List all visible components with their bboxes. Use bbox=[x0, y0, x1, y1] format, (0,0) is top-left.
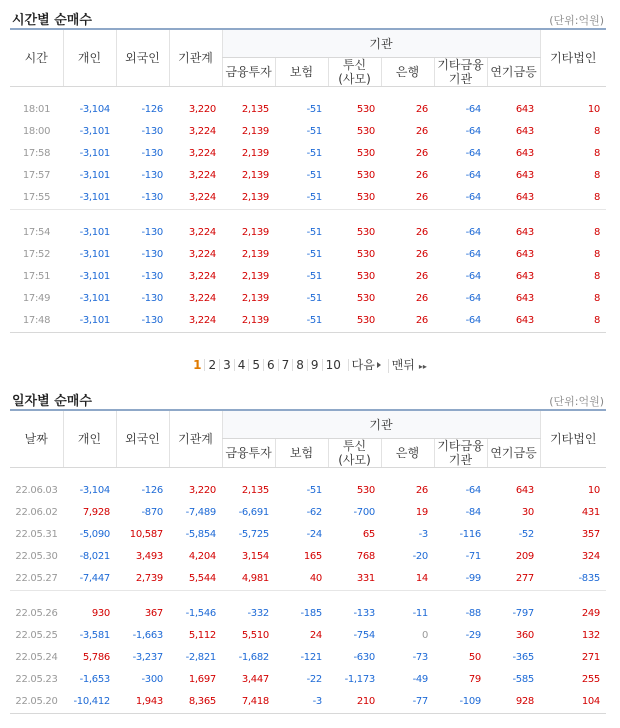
date-cell: 22.05.25 bbox=[15, 630, 58, 641]
page-link-2[interactable]: 2 bbox=[204, 359, 219, 371]
value-cell: -1,546 bbox=[185, 608, 216, 619]
table-row bbox=[10, 647, 606, 669]
value-cell: -3,104 bbox=[79, 485, 110, 496]
hourly-net-buy-table bbox=[10, 28, 606, 333]
value-cell: -130 bbox=[141, 271, 163, 282]
value-cell: -51 bbox=[306, 249, 322, 260]
value-cell: 3,154 bbox=[241, 551, 269, 562]
value-cell: -51 bbox=[306, 192, 322, 203]
value-cell: -130 bbox=[141, 126, 163, 137]
col-header-financial-investment: 금융투자 bbox=[222, 58, 275, 87]
value-cell: -64 bbox=[465, 227, 481, 238]
col-header-other-corp: 기타법인 bbox=[540, 29, 606, 87]
value-cell: -51 bbox=[275, 310, 328, 333]
value-cell: -133 bbox=[353, 608, 375, 619]
value-cell: -64 bbox=[434, 310, 487, 333]
value-cell: 104 bbox=[540, 691, 606, 714]
table-row bbox=[10, 625, 606, 647]
value-cell: 30 bbox=[521, 507, 534, 518]
time-cell: 17:58 bbox=[22, 148, 51, 159]
value-cell: 357 bbox=[581, 529, 600, 540]
col-header-foreign: 외국인 bbox=[116, 29, 169, 87]
value-cell: 643 bbox=[515, 485, 534, 496]
value-cell: 40 bbox=[309, 573, 322, 584]
value-cell: -126 bbox=[141, 485, 163, 496]
value-cell: 3,224 bbox=[169, 310, 222, 333]
value-cell: -365 bbox=[512, 652, 534, 663]
value-cell: 643 bbox=[515, 126, 534, 137]
table-row bbox=[10, 480, 606, 502]
value-cell: -130 bbox=[141, 293, 163, 304]
col-group-institution: 기관 bbox=[222, 29, 540, 58]
table-row bbox=[10, 310, 606, 333]
value-cell: -870 bbox=[141, 507, 163, 518]
value-cell: 7,928 bbox=[82, 507, 110, 518]
value-cell: -5,725 bbox=[238, 529, 269, 540]
table-row bbox=[10, 143, 606, 165]
table-row bbox=[10, 568, 606, 591]
value-cell: 8 bbox=[593, 170, 600, 181]
value-cell: 0 bbox=[421, 630, 428, 641]
value-cell: -64 bbox=[465, 126, 481, 137]
col-header-bank: 은행 bbox=[381, 439, 434, 468]
value-cell: -64 bbox=[465, 148, 481, 159]
time-cell: 18:01 bbox=[22, 104, 51, 115]
value-cell: 26 bbox=[415, 192, 428, 203]
value-cell: -51 bbox=[306, 104, 322, 115]
value-cell: 8,365 bbox=[169, 691, 222, 714]
value-cell: 530 bbox=[328, 310, 381, 333]
table-row bbox=[10, 121, 606, 143]
value-cell: 2,135 bbox=[241, 485, 269, 496]
value-cell: -126 bbox=[141, 104, 163, 115]
row-spacer-cell bbox=[10, 591, 606, 604]
value-cell: -51 bbox=[306, 126, 322, 137]
value-cell: 19 bbox=[415, 507, 428, 518]
value-cell: -99 bbox=[465, 573, 481, 584]
value-cell: 643 bbox=[515, 249, 534, 260]
value-cell: -3,581 bbox=[79, 630, 110, 641]
value-cell: -185 bbox=[300, 608, 322, 619]
value-cell: -130 bbox=[141, 170, 163, 181]
value-cell: 530 bbox=[356, 170, 375, 181]
value-cell: -3,101 bbox=[79, 126, 110, 137]
date-cell: 22.05.26 bbox=[15, 608, 58, 619]
table-row bbox=[10, 288, 606, 310]
value-cell: -64 bbox=[465, 271, 481, 282]
value-cell: -130 bbox=[141, 249, 163, 260]
value-cell: 26 bbox=[415, 485, 428, 496]
value-cell: -10,412 bbox=[63, 691, 116, 714]
time-cell: 17:49 bbox=[22, 293, 51, 304]
value-cell: -7,489 bbox=[185, 507, 216, 518]
table-row bbox=[10, 99, 606, 121]
value-cell: 3,224 bbox=[188, 293, 216, 304]
value-cell: -1,653 bbox=[79, 674, 110, 685]
table-row bbox=[10, 187, 606, 210]
value-cell: 277 bbox=[515, 573, 534, 584]
value-cell: 643 bbox=[515, 170, 534, 181]
value-cell: -8,021 bbox=[79, 551, 110, 562]
row-spacer-cell bbox=[10, 210, 606, 223]
value-cell: -3,101 bbox=[79, 148, 110, 159]
value-cell: 26 bbox=[415, 249, 428, 260]
value-cell: 132 bbox=[581, 630, 600, 641]
value-cell: 643 bbox=[515, 104, 534, 115]
value-cell: -1,173 bbox=[344, 674, 375, 685]
table-row bbox=[10, 244, 606, 266]
value-cell: -585 bbox=[512, 674, 534, 685]
value-cell: -300 bbox=[141, 674, 163, 685]
value-cell: 1,943 bbox=[116, 691, 169, 714]
value-cell: -797 bbox=[512, 608, 534, 619]
col-header-financial-investment: 금융투자 bbox=[222, 439, 275, 468]
pagination-next[interactable] bbox=[348, 359, 384, 371]
value-cell: -51 bbox=[306, 293, 322, 304]
page-link-1[interactable]: 1 bbox=[193, 358, 202, 372]
col-group-institution: 기관 bbox=[222, 410, 540, 439]
value-cell: -2,821 bbox=[185, 652, 216, 663]
value-cell: 3,220 bbox=[188, 485, 216, 496]
value-cell: -64 bbox=[465, 104, 481, 115]
value-cell: 26 bbox=[415, 271, 428, 282]
value-cell: 2,139 bbox=[241, 126, 269, 137]
value-cell: -1,682 bbox=[238, 652, 269, 663]
table-row bbox=[10, 524, 606, 546]
value-cell: 3,224 bbox=[188, 126, 216, 137]
value-cell: 2,135 bbox=[241, 104, 269, 115]
table-row bbox=[10, 165, 606, 187]
value-cell: -73 bbox=[412, 652, 428, 663]
value-cell: 331 bbox=[356, 573, 375, 584]
value-cell: 3,447 bbox=[241, 674, 269, 685]
value-cell: 360 bbox=[515, 630, 534, 641]
value-cell: 8 bbox=[593, 271, 600, 282]
value-cell: -3 bbox=[418, 529, 428, 540]
col-header-trust: 투신 (사모) bbox=[328, 58, 381, 87]
value-cell: 8 bbox=[593, 126, 600, 137]
value-cell: 5,786 bbox=[82, 652, 110, 663]
value-cell: -20 bbox=[412, 551, 428, 562]
value-cell: -3,101 bbox=[79, 192, 110, 203]
value-cell: -64 bbox=[465, 249, 481, 260]
row-spacer bbox=[10, 591, 606, 604]
page-link-3[interactable]: 3 bbox=[219, 359, 234, 371]
value-cell: -3,101 bbox=[79, 249, 110, 260]
value-cell: -121 bbox=[300, 652, 322, 663]
value-cell: -630 bbox=[353, 652, 375, 663]
value-cell: -64 bbox=[465, 192, 481, 203]
table-row bbox=[10, 502, 606, 524]
value-cell: -7,447 bbox=[79, 573, 110, 584]
value-cell: 14 bbox=[415, 573, 428, 584]
value-cell: 2,139 bbox=[241, 192, 269, 203]
value-cell: 530 bbox=[356, 227, 375, 238]
value-cell: -51 bbox=[306, 227, 322, 238]
unit-label-hourly: (단위:억원) bbox=[549, 14, 604, 27]
value-cell: -51 bbox=[306, 148, 322, 159]
col-header-other-corp: 기타법인 bbox=[540, 410, 606, 468]
value-cell: 26 bbox=[415, 227, 428, 238]
pagination bbox=[0, 358, 620, 373]
value-cell: -3,237 bbox=[132, 652, 163, 663]
row-spacer bbox=[10, 87, 606, 100]
value-cell: -5,854 bbox=[185, 529, 216, 540]
value-cell: 255 bbox=[581, 674, 600, 685]
col-header-insurance: 보험 bbox=[275, 58, 328, 87]
value-cell: 4,204 bbox=[188, 551, 216, 562]
page-link-9[interactable]: 9 bbox=[307, 359, 322, 371]
table-row bbox=[10, 266, 606, 288]
value-cell: 3,224 bbox=[188, 192, 216, 203]
value-cell: -3,101 bbox=[63, 310, 116, 333]
page-link-10[interactable]: 10 bbox=[322, 359, 344, 371]
page-link-8[interactable]: 8 bbox=[292, 359, 307, 371]
value-cell: 643 bbox=[515, 271, 534, 282]
value-cell: 26 bbox=[415, 170, 428, 181]
date-cell: 22.05.23 bbox=[15, 674, 58, 685]
time-cell: 17:57 bbox=[22, 170, 51, 181]
value-cell: -5,090 bbox=[79, 529, 110, 540]
col-header-individual: 개인 bbox=[63, 410, 116, 468]
value-cell: 2,139 bbox=[241, 271, 269, 282]
value-cell: 5,544 bbox=[188, 573, 216, 584]
value-cell: 324 bbox=[581, 551, 600, 562]
col-header-institution-total: 기관계 bbox=[169, 29, 222, 87]
value-cell: 249 bbox=[581, 608, 600, 619]
col-header-institution-total: 기관계 bbox=[169, 410, 222, 468]
value-cell: 10 bbox=[587, 485, 600, 496]
value-cell: -11 bbox=[412, 608, 428, 619]
chevron-right-icon bbox=[377, 362, 381, 368]
time-cell: 18:00 bbox=[22, 126, 51, 137]
value-cell: -116 bbox=[459, 529, 481, 540]
value-cell: -130 bbox=[141, 227, 163, 238]
value-cell: -130 bbox=[141, 192, 163, 203]
value-cell: -62 bbox=[306, 507, 322, 518]
value-cell: 50 bbox=[468, 652, 481, 663]
date-cell: 22.05.30 bbox=[15, 551, 58, 562]
value-cell: 2,139 bbox=[241, 227, 269, 238]
page-link-6[interactable]: 6 bbox=[263, 359, 278, 371]
col-header-foreign: 외국인 bbox=[116, 410, 169, 468]
value-cell: 3,224 bbox=[188, 227, 216, 238]
col-header-date: 날짜 bbox=[10, 410, 63, 468]
value-cell: 530 bbox=[356, 126, 375, 137]
value-cell: -700 bbox=[353, 507, 375, 518]
value-cell: 3,493 bbox=[135, 551, 163, 562]
col-header-pension: 연기금등 bbox=[487, 58, 540, 87]
value-cell: -52 bbox=[518, 529, 534, 540]
value-cell: 26 bbox=[415, 293, 428, 304]
value-cell: 643 bbox=[515, 227, 534, 238]
value-cell: 8 bbox=[593, 148, 600, 159]
table-row bbox=[10, 669, 606, 691]
value-cell: 79 bbox=[468, 674, 481, 685]
value-cell: -24 bbox=[306, 529, 322, 540]
value-cell: 7,418 bbox=[222, 691, 275, 714]
value-cell: -64 bbox=[465, 485, 481, 496]
value-cell: -51 bbox=[306, 170, 322, 181]
table-row bbox=[10, 603, 606, 625]
value-cell: 530 bbox=[356, 271, 375, 282]
value-cell: 165 bbox=[303, 551, 322, 562]
value-cell: -84 bbox=[465, 507, 481, 518]
value-cell: -64 bbox=[465, 293, 481, 304]
section-title-hourly: 시간별 순매수 bbox=[12, 13, 92, 28]
value-cell: -130 bbox=[141, 148, 163, 159]
table-row bbox=[10, 546, 606, 568]
col-header-other-financial: 기타금융 기관 bbox=[434, 58, 487, 87]
value-cell: -1,663 bbox=[132, 630, 163, 641]
date-cell: 22.05.27 bbox=[15, 573, 58, 584]
value-cell: 530 bbox=[356, 485, 375, 496]
value-cell: 8 bbox=[540, 310, 606, 333]
table-row bbox=[10, 691, 606, 714]
value-cell: -835 bbox=[578, 573, 600, 584]
value-cell: 26 bbox=[415, 126, 428, 137]
value-cell: 10,587 bbox=[129, 529, 163, 540]
value-cell: 768 bbox=[356, 551, 375, 562]
last-label: 맨뒤 bbox=[391, 358, 415, 372]
value-cell: -51 bbox=[306, 485, 322, 496]
value-cell: 24 bbox=[309, 630, 322, 641]
value-cell: 10 bbox=[587, 104, 600, 115]
value-cell: 2,739 bbox=[135, 573, 163, 584]
value-cell: -6,691 bbox=[238, 507, 269, 518]
value-cell: -754 bbox=[353, 630, 375, 641]
value-cell: -77 bbox=[381, 691, 434, 714]
value-cell: -3,101 bbox=[79, 227, 110, 238]
value-cell: -3,101 bbox=[79, 293, 110, 304]
value-cell: 4,981 bbox=[241, 573, 269, 584]
value-cell: 928 bbox=[487, 691, 540, 714]
value-cell: -71 bbox=[465, 551, 481, 562]
col-header-individual: 개인 bbox=[63, 29, 116, 87]
value-cell: -109 bbox=[434, 691, 487, 714]
value-cell: 2,139 bbox=[222, 310, 275, 333]
value-cell: 2,139 bbox=[241, 293, 269, 304]
value-cell: -3,104 bbox=[79, 104, 110, 115]
date-cell: 22.05.20 bbox=[10, 691, 63, 714]
value-cell: 2,139 bbox=[241, 170, 269, 181]
row-spacer bbox=[10, 468, 606, 481]
section-title-daily: 일자별 순매수 bbox=[12, 394, 92, 409]
value-cell: 1,697 bbox=[188, 674, 216, 685]
time-cell: 17:55 bbox=[22, 192, 51, 203]
value-cell: 431 bbox=[581, 507, 600, 518]
page-link-7[interactable]: 7 bbox=[278, 359, 293, 371]
value-cell: 530 bbox=[356, 293, 375, 304]
col-header-time: 시간 bbox=[10, 29, 63, 87]
value-cell: 8 bbox=[593, 227, 600, 238]
next-label: 다음 bbox=[351, 358, 375, 372]
row-spacer-cell bbox=[10, 468, 606, 481]
col-header-trust: 투신 (사모) bbox=[328, 439, 381, 468]
date-cell: 22.06.03 bbox=[15, 485, 58, 496]
value-cell: -51 bbox=[306, 271, 322, 282]
value-cell: 8 bbox=[593, 293, 600, 304]
table-row bbox=[10, 222, 606, 244]
value-cell: 5,510 bbox=[241, 630, 269, 641]
time-cell: 17:48 bbox=[10, 310, 63, 333]
value-cell: 643 bbox=[515, 148, 534, 159]
value-cell: 643 bbox=[515, 293, 534, 304]
double-chevron-right-icon: ▸▸ bbox=[418, 362, 427, 371]
value-cell: 530 bbox=[356, 192, 375, 203]
value-cell: 530 bbox=[356, 249, 375, 260]
page-link-5[interactable]: 5 bbox=[248, 359, 263, 371]
page-link-4[interactable]: 4 bbox=[234, 359, 249, 371]
col-header-other-financial: 기타금융 기관 bbox=[434, 439, 487, 468]
value-cell: 3,224 bbox=[188, 271, 216, 282]
value-cell: 2,139 bbox=[241, 249, 269, 260]
value-cell: -64 bbox=[465, 170, 481, 181]
value-cell: -3 bbox=[275, 691, 328, 714]
value-cell: -3,101 bbox=[79, 170, 110, 181]
value-cell: -332 bbox=[247, 608, 269, 619]
value-cell: -3,101 bbox=[79, 271, 110, 282]
value-cell: 3,224 bbox=[188, 170, 216, 181]
value-cell: -49 bbox=[412, 674, 428, 685]
value-cell: 530 bbox=[356, 148, 375, 159]
value-cell: 930 bbox=[91, 608, 110, 619]
value-cell: -130 bbox=[116, 310, 169, 333]
value-cell: 643 bbox=[515, 192, 534, 203]
row-spacer bbox=[10, 210, 606, 223]
col-header-pension: 연기금등 bbox=[487, 439, 540, 468]
time-cell: 17:54 bbox=[22, 227, 51, 238]
date-cell: 22.05.24 bbox=[15, 652, 58, 663]
value-cell: 65 bbox=[362, 529, 375, 540]
row-spacer-cell bbox=[10, 87, 606, 100]
value-cell: 26 bbox=[381, 310, 434, 333]
value-cell: 8 bbox=[593, 192, 600, 203]
value-cell: 209 bbox=[515, 551, 534, 562]
value-cell: 5,112 bbox=[188, 630, 216, 641]
value-cell: -22 bbox=[306, 674, 322, 685]
value-cell: 271 bbox=[581, 652, 600, 663]
date-cell: 22.06.02 bbox=[15, 507, 58, 518]
col-header-bank: 은행 bbox=[381, 58, 434, 87]
value-cell: 530 bbox=[356, 104, 375, 115]
value-cell: 643 bbox=[487, 310, 540, 333]
time-cell: 17:52 bbox=[22, 249, 51, 260]
pagination-last[interactable] bbox=[388, 359, 430, 373]
value-cell: -29 bbox=[465, 630, 481, 641]
daily-net-buy-table bbox=[10, 409, 606, 714]
unit-label-daily: (단위:억원) bbox=[549, 395, 604, 408]
value-cell: 3,220 bbox=[188, 104, 216, 115]
date-cell: 22.05.31 bbox=[15, 529, 58, 540]
value-cell: 367 bbox=[144, 608, 163, 619]
value-cell: 210 bbox=[328, 691, 381, 714]
time-cell: 17:51 bbox=[22, 271, 51, 282]
value-cell: 3,224 bbox=[188, 249, 216, 260]
value-cell: 26 bbox=[415, 148, 428, 159]
value-cell: -88 bbox=[465, 608, 481, 619]
value-cell: 8 bbox=[593, 249, 600, 260]
value-cell: 3,224 bbox=[188, 148, 216, 159]
value-cell: 2,139 bbox=[241, 148, 269, 159]
value-cell: 26 bbox=[415, 104, 428, 115]
col-header-insurance: 보험 bbox=[275, 439, 328, 468]
